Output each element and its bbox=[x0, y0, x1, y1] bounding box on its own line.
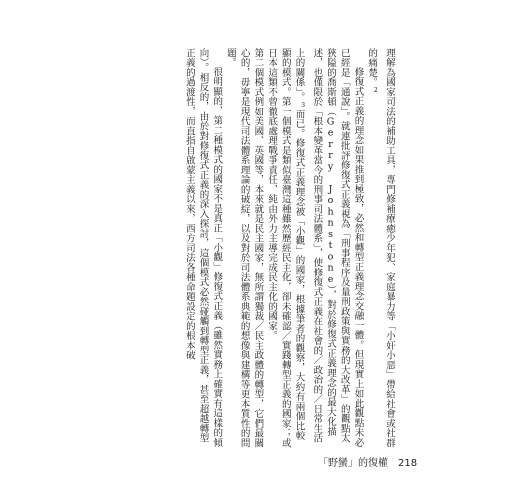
running-footer bbox=[318, 454, 417, 469]
paragraph-2 bbox=[264, 48, 364, 448]
paragraph-3 bbox=[223, 48, 264, 448]
paragraph-1-text: 理解為國家司法的補助工具，專門修補療癒少年犯、家庭暴力等「小奸小惡」帶給社會或社群的痛楚。 bbox=[366, 48, 395, 448]
paragraph-4-text: 很明顯的，第二種模式的國家不是真正「小觀」修復式正義（雖然實務上確實有這樣的傾向）。相反的，由於對修復式正義的深入探討，這個模式必然碰觸到轉型正義，甚至超越轉型正義的過渡性，而直指自啟蒙主義以來，西方司法各種命題設定的根本破 bbox=[183, 48, 223, 448]
paragraph-3-text: 第二個模式例如美國、英國等，本來就是民主國家，無所謂獨裁／民主政體的轉型，它們最關心的，毋寧是現代司法體系理論的破綻，以及對於司法體系典範的想像與建構等更本質性的問題。 bbox=[224, 48, 264, 448]
running-title: 「野蠻」的復權 bbox=[318, 458, 388, 469]
footnote-marker-3: 3 bbox=[299, 101, 307, 109]
footnote-marker-2: 2 bbox=[372, 87, 380, 95]
body-text bbox=[144, 48, 396, 448]
paragraph-1 bbox=[364, 48, 396, 448]
paragraph-2-text: 修復式正義的理念如果推到極致，必然和轉型正義理念交融一體。但現實上如此觀點未必已經是「通說」。就連批評修復式正義視為「刑事程序及量刑政策與實務的大改革」的觀點太狹隘的喬斯頓（Gerry Johnstone），對於修復式正義理念的最大化描述，也僅限於「根本變革當今的刑事司法體系」，使修復式正義在社會的／政治的／日常生活上的關係」。 bbox=[293, 48, 364, 448]
page-number: 218 bbox=[398, 458, 418, 469]
paragraph-4 bbox=[182, 48, 223, 448]
paragraph-2-tail: 而已。修復式正義理念被「小觀」的國家，根據筆者的觀察，大約有兩個比較顯的模式。第一個模式是類似臺灣這種雖然歷經民主化，卻未確認／實踐轉型正義的國家；或日本這類不曾徹底處理戰爭責任，純由外力主導完成民主化的國家。 bbox=[266, 48, 305, 448]
